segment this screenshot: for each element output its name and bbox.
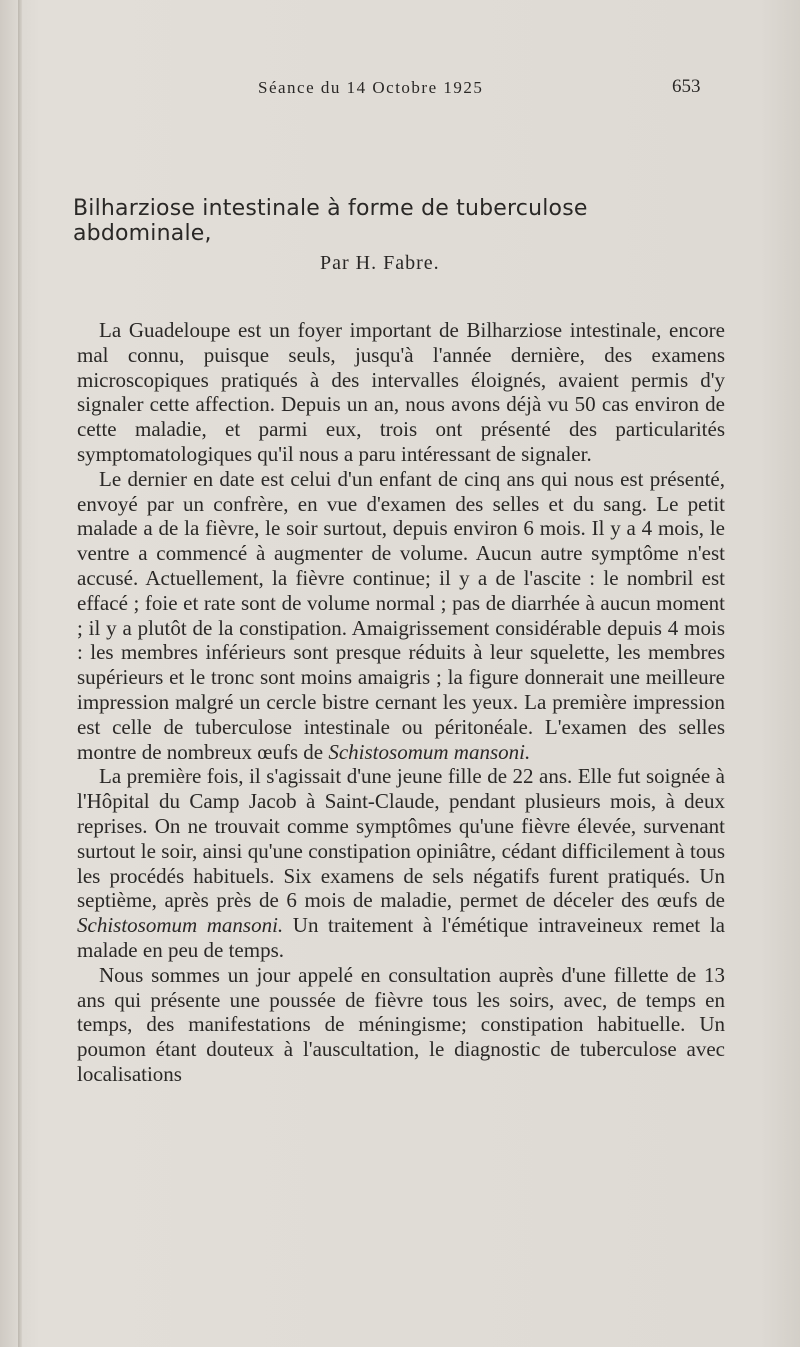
paragraph-3-text-after: Un traitement à l'émétique intraveineux remet la malade en peu de temps. [77,913,725,962]
paragraph-1 [77,318,725,467]
species-name: Schistosomum mansoni. [77,913,284,938]
paragraph-4 [77,963,725,1087]
page-fold-shadow [18,0,22,1347]
paragraph-3-text: La première fois, il s'agissait d'une jeune fille de 22 ans. Elle fut soignée à l'Hôpital du Camp Jacob à Saint-Claude, pendant plusieurs mois, à deux reprises. On ne trouvait comme symptômes qu'une fièvre élevée, survenant surtout le soir, ainsi qu'une constipation opiniâtre, cédant difficilement à tous les procédés habituels. Six examens de sels négatifs furent pratiqués. Un septième, après près de 6 mois de maladie, permet de déceler des œufs de [77,764,725,913]
paragraph-2 [77,467,725,765]
page-number: 653 [672,76,701,97]
article-body [77,318,725,1087]
article-author: Par H. Fabre. [320,252,440,274]
running-head: Séance du 14 Octobre 1925 [258,78,484,97]
article-title: Bilharziose intestinale à forme de tuberculose abdominale, [73,196,588,246]
paragraph-1-text: La Guadeloupe est un foyer important de Bilharziose intestinale, encore mal connu, puisque seuls, jusqu'à l'année dernière, des examens microscopiques pratiqués à des intervalles éloignés, avaient permis d'y signaler cette affection. Depuis un an, nous avons déjà vu 50 cas environ de cette maladie, et parmi eux, trois ont présenté des particularités symptomatologiques qu'il nous a paru intéressant de signaler. [77,318,725,466]
paragraph-4-text: Nous sommes un jour appelé en consultation auprès d'une fillette de 13 ans qui présente une poussée de fièvre tous les soirs, avec, de temps en temps, des manifestations de méningisme; constipation habituelle. Un poumon étant douteux à l'auscultation, le diagnostic de tuberculose avec localisations [77,962,725,1086]
paragraph-3 [77,764,725,962]
species-name: Schistosomum mansoni. [328,739,531,764]
paragraph-2-text: Le dernier en date est celui d'un enfant de cinq ans qui nous est présenté, envoyé par un confrère, en vue d'examen des selles et du sang. Le petit malade a de la fièvre, le soir surtout, depuis environ 6 mois. Il y a 4 mois, le ventre a commencé à augmenter de volume. Aucun autre symptôme n'est accusé. Actuellement, la fièvre continue; il y a de l'ascite : le nombril est effacé ; foie et rate sont de volume normal ; pas de diarrhée à aucun moment ; il y a plutôt de la constipation. Amaigrissement considérable depuis 4 mois : les membres inférieurs sont presque réduits à leur squelette, les membres supérieurs et le tronc sont moins amaigris ; la figure donnerait une meilleure impression malgré un cercle bistre cernant les yeux. La première impression est celle de tuberculose intestinale ou péritonéale. L'examen des selles montre de nombreux œufs de [77,466,725,764]
